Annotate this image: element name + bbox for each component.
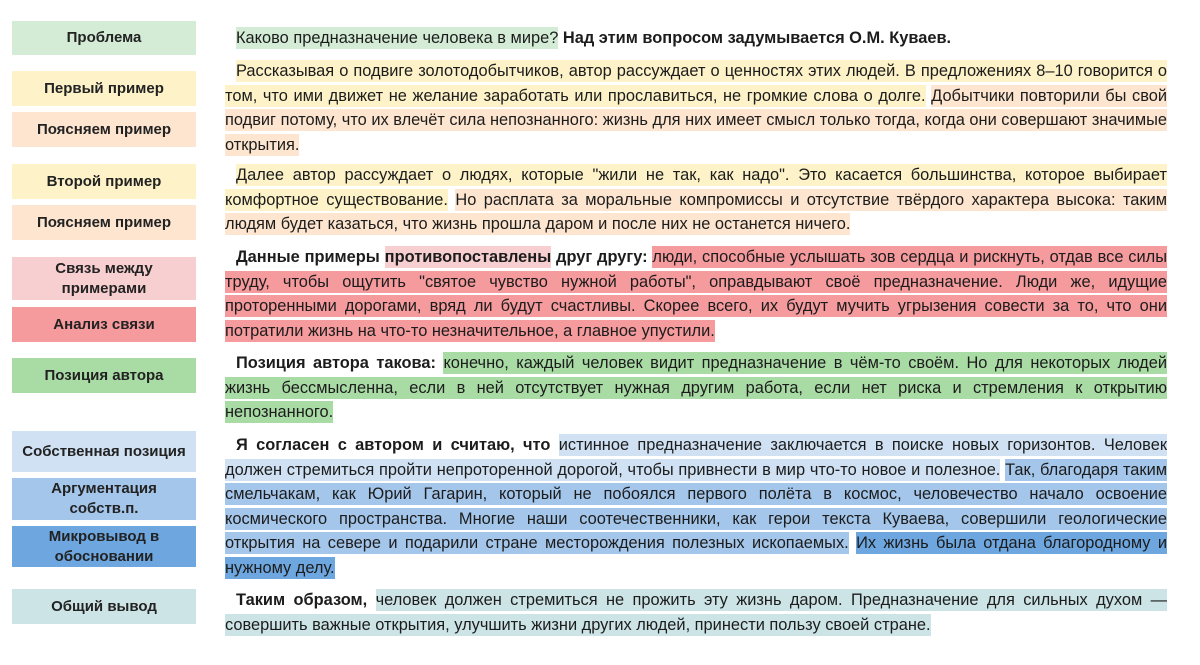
label-explain-first-example: Поясняем пример: [12, 112, 196, 147]
label-own-argument: Аргументация собств.п.: [12, 478, 196, 520]
paragraph-own-position: [225, 433, 1167, 580]
own-position-text: истинное предназначение заключается в поиске новых горизонтов. Человек должен стремиться пройти непроторенной дорогой, чтобы привнести в мир что-то новое и полезное.: [225, 436, 1167, 479]
author-position-text: конечно, каждый человек видит предназначение в чём-то своём. Но для некоторых людей жизнь бессмысленна, если в ней отсутствует нужная другим работа, если нет риска и стремления к открытию непознанного.: [225, 354, 1167, 421]
link-intro-a: Данные примеры: [236, 248, 380, 266]
label-link-between-examples: Связь между примерами: [12, 257, 196, 300]
label-first-example: Первый пример: [12, 71, 196, 106]
problem-question: Каково предназначение человека в мире?: [236, 29, 559, 47]
author-position-intro: Позиция автора такова:: [236, 354, 436, 372]
link-intro-c: друг другу:: [556, 248, 648, 266]
label-own-position: Собственная позиция: [12, 431, 196, 472]
label-conclusion: Общий вывод: [12, 589, 196, 624]
label-link-analysis: Анализ связи: [12, 307, 196, 342]
problem-source: Над этим вопросом задумывается О.М. Куваев.: [562, 29, 952, 47]
label-micro-conclusion: Микровывод в обосновании: [12, 526, 196, 567]
link-keyword: противопоставлены: [384, 248, 552, 266]
label-second-example: Второй пример: [12, 164, 196, 199]
link-analysis-text: люди, способные услышать зов сердца и рискнуть, отдав все силы труду, чтобы ощутить "святое чувство нужной работы", оправдывают своё предназначение. Люди же, идущие проторенными дорогами, вряд ли будут счастливы. Скорее всего, их будут мучить угрызения совести за то, что они потратили жизнь на что-то незначительное, а главное упустили.: [225, 248, 1167, 340]
first-example-text: Рассказывая о подвиге золотодобытчиков, автор рассуждает о ценностях этих людей. В предложениях 8–10 говорится о том, что ими движет не желание заработать или прославиться, не громкие слова о долге.: [225, 62, 1167, 105]
own-position-intro: Я согласен с автором и считаю, что: [236, 436, 551, 454]
paragraph-author-position: [225, 351, 1167, 425]
paragraph-problem: [225, 26, 1167, 51]
first-example-explanation: Добытчики повторили бы свой подвиг потому, что их влечёт сила непознанного: жизнь для них имеет смысл только тогда, когда они совершают значимые открытия.: [225, 86, 1168, 154]
paragraph-first-example: [225, 59, 1167, 157]
second-example-text: Далее автор рассуждает о людях, которые "жили не так, как надо". Это касается большинства, которое выбирает комфортное существование.: [225, 166, 1167, 209]
own-argument-text: Так, благодаря таким смельчакам, как Юрий Гагарин, который не побоялся первого полёта в космос, человечество начало освоение космического пространства. Многие наши соотечественники, как герои текста Куваева, совершили геологические открытия на севере и подарили стране месторождения полезных ископаемых.: [225, 460, 1167, 552]
micro-conclusion-text: Их жизнь была отдана благородному и нужному делу.: [225, 534, 1168, 577]
label-explain-second-example: Поясняем пример: [12, 205, 196, 240]
paragraph-second-example: [225, 163, 1167, 237]
label-author-position: Позиция автора: [12, 358, 196, 393]
conclusion-text: человек должен стремиться не прожить эту жизнь даром. Предназначение для сильных духом — совершить важные открытия, улучшить жизни других людей, принести пользу своей стране.: [225, 591, 1168, 634]
second-example-explanation: Но расплата за моральные компромиссы и отсутствие твёрдого характера высока: таким людям будет казаться, что жизнь прошла даром и после них не останется ничего.: [225, 190, 1167, 233]
conclusion-intro: Таким образом,: [236, 591, 368, 609]
label-problem: Проблема: [12, 21, 196, 55]
paragraph-link: [225, 245, 1167, 343]
paragraph-conclusion: [225, 588, 1167, 637]
